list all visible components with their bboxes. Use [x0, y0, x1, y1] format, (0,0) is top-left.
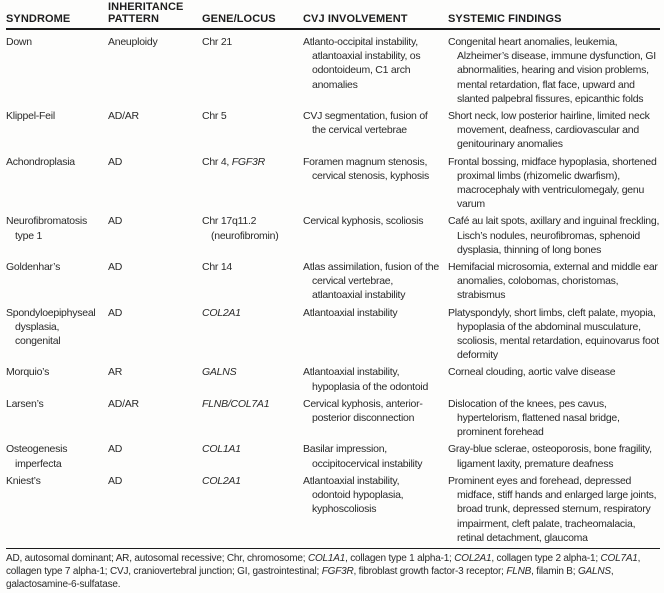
footnote-segment: AD, autosomal dominant; AR, autosomal recessive; Chr, chromosome;	[6, 552, 308, 564]
footnote-segment: , fibroblast growth factor-3 receptor;	[353, 565, 507, 577]
cvj-cell: Basilar impression, occipitocervical instability	[303, 443, 423, 470]
systemic-cell: Prominent eyes and forehead, depressed midface, stiff hands and enlarged large joints, broad trunk, depressed sternum, respiratory impairment, cleft palate, tracheomalacia, retinal detachment, glaucoma	[448, 474, 657, 544]
footnote-gene-symbol: FGF3R	[321, 565, 354, 577]
systemic-cell: Frontal bossing, midface hypoplasia, shortened proximal limbs (rhizomelic dwarfism), macrocephaly with ventriculomegaly, genu varum	[448, 155, 657, 211]
header-systemic-findings: SYSTEMIC FINDINGS	[448, 13, 562, 25]
inheritance-cell: AR	[108, 366, 123, 379]
cvj-cell: CVJ segmentation, fusion of the cervical vertebrae	[303, 110, 428, 137]
gene-symbol: FLNB/COL7A1	[202, 397, 270, 410]
gene-cell	[202, 365, 303, 393]
abbreviations-footnote	[6, 548, 660, 591]
gene-cell	[202, 155, 303, 212]
inheritance-cell: AD	[108, 261, 123, 274]
gene-cell	[202, 474, 303, 545]
table-row-goldenhars	[6, 257, 660, 303]
syndrome-cell: Goldenhar’s	[6, 261, 61, 274]
syndrome-cell: Klippel-Feil	[6, 110, 55, 123]
footnote-segment: , galactosamine-6-sulfatase.	[6, 565, 614, 590]
inheritance-cell: AD	[108, 215, 123, 228]
gene-text: Chr 21	[202, 36, 233, 48]
systemic-cell: Café au lait spots, axillary and inguinal freckling, Lisch’s nodules, neurofibromas, sphenoid dysplasia, thinning of long bones	[448, 215, 660, 256]
gene-symbol: COL1A1	[202, 443, 241, 456]
footnote-segment: , filamin B;	[531, 565, 578, 577]
gene-cell	[202, 214, 303, 257]
gene-symbol: COL2A1	[202, 474, 241, 487]
header-gene-locus: GENE/LOCUS	[202, 13, 276, 25]
gene-text: Chr 5	[202, 110, 227, 123]
table-row-morquios	[6, 362, 660, 393]
footnote-gene-symbol: COL2A1	[454, 552, 492, 564]
table-row-achondroplasia	[6, 152, 660, 212]
footnote-gene-symbol: COL7A1	[600, 552, 638, 564]
table-body	[6, 30, 660, 545]
syndrome-cell: Larsen’s	[6, 397, 44, 410]
footnote-text	[6, 553, 660, 591]
inheritance-cell: AD/AR	[108, 397, 139, 410]
footnote-gene-symbol: GALNS	[577, 565, 611, 577]
table-row-spondyloepiphyseal-dysplasia	[6, 303, 660, 363]
cvj-cell: Foramen magnum stenosis, cervical stenosis, kyphosis	[303, 155, 429, 182]
syndrome-cell: Morquio’s	[6, 366, 50, 379]
syndrome-cell: Kniest’s	[6, 474, 41, 487]
cvj-cell: Cervical kyphosis, scoliosis	[303, 215, 424, 228]
systemic-cell: Short neck, low posterior hairline, limited neck movement, deafness, cardiovascular and genitourinary anomalies	[448, 110, 650, 151]
footnote-segment: , collagen type 2 alpha-1;	[491, 552, 601, 564]
systemic-cell: Gray-blue sclerae, osteoporosis, bone fragility, ligament laxity, premature deafness	[448, 443, 652, 470]
inheritance-cell: AD	[108, 474, 123, 487]
table-row-klippel-feil	[6, 106, 660, 152]
gene-cell	[202, 306, 303, 363]
gene-symbol: FGF3R	[231, 155, 265, 168]
gene-cell	[202, 109, 303, 152]
syndrome-cell: Spondyloepiphyseal dysplasia, congenital	[6, 306, 96, 348]
systemic-cell: Platyspondyly, short limbs, cleft palate, myopia, hypoplasia of the abdominal musculature, scoliosis, mental retardation, equinovarus foot deformity	[448, 306, 659, 362]
cvj-cell: Atlantoaxial instability	[303, 306, 398, 319]
table-row-neurofibromatosis-type-1	[6, 211, 660, 257]
footnote-gene-symbol: FLNB	[506, 565, 532, 577]
gene-symbol: COL2A1	[202, 306, 241, 319]
header-inheritance-pattern: INHERITANCE PATTERN	[108, 1, 184, 25]
syndrome-cell: Osteogenesis imperfecta	[6, 443, 68, 470]
table-row-down	[6, 30, 660, 106]
cvj-cell: Atlantoaxial instability, hypoplasia of the odontoid	[303, 366, 429, 393]
gene-cell	[202, 397, 303, 440]
header-cvj-involvement: CVJ INVOLVEMENT	[303, 13, 408, 25]
table-row-kniests	[6, 471, 660, 545]
gene-symbol: GALNS	[202, 366, 237, 379]
footnote-gene-symbol: COL1A1	[307, 552, 346, 564]
syndrome-cell: Down	[6, 36, 32, 48]
inheritance-cell: AD	[108, 306, 123, 319]
inheritance-cell: AD	[108, 155, 123, 168]
systemic-cell: Hemifacial microsomia, external and middle ear anomalies, colobomas, choristomas, strabismus	[448, 261, 658, 302]
table-row-larsens	[6, 394, 660, 440]
cvj-cell: Atlantoaxial instability, odontoid hypoplasia, kyphoscoliosis	[303, 474, 404, 516]
systemic-cell: Congenital heart anomalies, leukemia, Alzheimer’s disease, immune dysfunction, GI abnormalities, hearing and vision problems, mental retardation, flat face, upward and slanted palpebral fissures, epicanthic folds	[448, 36, 656, 105]
systemic-cell: Corneal clouding, aortic valve disease	[448, 366, 616, 379]
cvj-cell: Cervical kyphosis, anterior-posterior disconnection	[303, 397, 423, 425]
gene-cell	[202, 260, 303, 303]
gene-text: Chr 14	[202, 261, 233, 274]
header-syndrome: SYNDROME	[6, 13, 71, 25]
syndrome-cell: Neurofibromatosis type 1	[6, 215, 87, 242]
cvj-cell: Atlanto-occipital instability, atlantoaxial instability, os odontoideum, C1 arch anomalies	[303, 36, 421, 91]
inheritance-cell: Aneuploidy	[108, 36, 158, 48]
inheritance-cell: AD	[108, 443, 123, 456]
gene-cell	[202, 35, 303, 106]
table-row-osteogenesis-imperfecta	[6, 439, 660, 470]
systemic-cell: Dislocation of the knees, pes cavus, hypertelorism, flattened nasal bridge, prominent forehead	[448, 397, 620, 439]
cvj-cell: Atlas assimilation, fusion of the cervical vertebrae, atlantoaxial instability	[303, 261, 439, 302]
footnote-segment: , collagen type 7 alpha-1; CVJ, craniovertebral junction; GI, gastrointestinal;	[6, 552, 641, 577]
syndrome-cell: Achondroplasia	[6, 155, 75, 168]
gene-text: Chr 4,	[202, 155, 232, 168]
gene-cell	[202, 442, 303, 470]
inheritance-cell: AD/AR	[108, 110, 139, 123]
gene-text: Chr 17q11.2 (neurofibromin)	[202, 215, 279, 242]
table-header-row	[6, 0, 660, 30]
footnote-segment: , collagen type 1 alpha-1;	[345, 552, 455, 564]
